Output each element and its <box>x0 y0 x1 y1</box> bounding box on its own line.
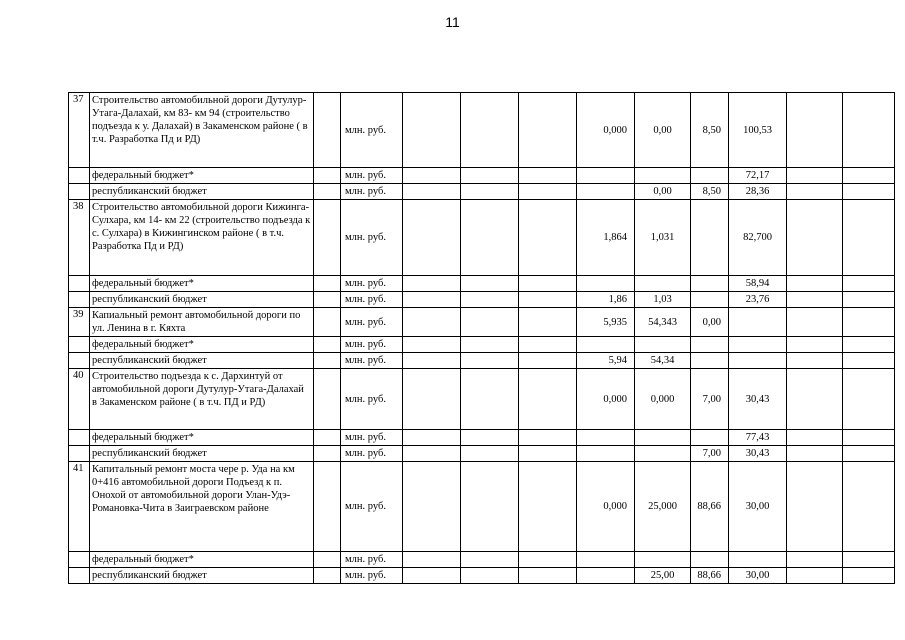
value-cell <box>691 200 729 276</box>
spacer-cell <box>314 353 341 369</box>
row-name: Строительство автомобильной дороги Кижинга-Сулхара, км 14- км 22 (строительство подъезда к с. Сулхара) в Кижингинском районе ( в т.ч. Разработка Пд и РД) <box>90 200 314 276</box>
value-cell: 25,000 <box>635 462 691 552</box>
row-number <box>69 568 90 584</box>
row-name: Строительство подъезда к с. Дархинтуй от автомобильной дороги Дутулур-Утага-Далахай в Закаменском районе ( в т.ч. ПД и РД) <box>90 369 314 430</box>
value-cell <box>691 276 729 292</box>
spacer-cell <box>314 568 341 584</box>
row-name: республиканский бюджет <box>90 292 314 308</box>
value-cell <box>635 430 691 446</box>
value-cell <box>787 200 843 276</box>
spacer-cell <box>314 184 341 200</box>
row-name: федеральный бюджет* <box>90 276 314 292</box>
value-cell <box>787 168 843 184</box>
value-cell <box>787 369 843 430</box>
value-cell <box>461 292 519 308</box>
spacer-cell <box>314 430 341 446</box>
value-cell: 7,00 <box>691 446 729 462</box>
row-number <box>69 430 90 446</box>
value-cell <box>461 200 519 276</box>
unit-cell: млн. руб. <box>341 200 403 276</box>
value-cell <box>519 430 577 446</box>
row-number: 41 <box>69 462 90 552</box>
value-cell: 1,864 <box>577 200 635 276</box>
value-cell <box>843 337 895 353</box>
table-subrow <box>69 430 895 446</box>
value-cell <box>843 93 895 168</box>
value-cell <box>691 430 729 446</box>
value-cell <box>403 462 461 552</box>
row-number <box>69 168 90 184</box>
value-cell: 23,76 <box>729 292 787 308</box>
value-cell <box>461 568 519 584</box>
unit-cell: млн. руб. <box>341 430 403 446</box>
row-name: республиканский бюджет <box>90 184 314 200</box>
row-name: федеральный бюджет* <box>90 337 314 353</box>
value-cell: 88,66 <box>691 462 729 552</box>
row-name: Капитальный ремонт моста чере р. Уда на км 0+416 автомобильной дороги Подъезд к п. Онохой от автомобильной дороги Улан-Удэ-Романовка-Чита в Заиграевском районе <box>90 462 314 552</box>
value-cell <box>403 308 461 337</box>
row-number: 40 <box>69 369 90 430</box>
value-cell <box>577 568 635 584</box>
value-cell <box>519 353 577 369</box>
value-cell: 5,94 <box>577 353 635 369</box>
value-cell <box>577 184 635 200</box>
value-cell <box>787 446 843 462</box>
value-cell <box>519 276 577 292</box>
value-cell <box>519 446 577 462</box>
table-subrow <box>69 552 895 568</box>
value-cell: 77,43 <box>729 430 787 446</box>
value-cell <box>403 184 461 200</box>
value-cell: 30,00 <box>729 462 787 552</box>
row-name: республиканский бюджет <box>90 353 314 369</box>
value-cell <box>787 308 843 337</box>
spacer-cell <box>314 552 341 568</box>
value-cell <box>843 568 895 584</box>
value-cell <box>519 184 577 200</box>
value-cell <box>461 184 519 200</box>
value-cell: 30,00 <box>729 568 787 584</box>
unit-cell: млн. руб. <box>341 552 403 568</box>
value-cell <box>461 446 519 462</box>
value-cell <box>403 200 461 276</box>
value-cell <box>461 308 519 337</box>
value-cell <box>577 337 635 353</box>
value-cell <box>843 430 895 446</box>
table-subrow <box>69 168 895 184</box>
row-name: Капиальный ремонт автомобильной дороги по ул. Ленина в г. Кяхта <box>90 308 314 337</box>
value-cell <box>635 552 691 568</box>
value-cell <box>691 292 729 308</box>
value-cell <box>843 292 895 308</box>
table-row <box>69 308 895 337</box>
value-cell <box>403 292 461 308</box>
row-number: 39 <box>69 308 90 337</box>
row-name: федеральный бюджет* <box>90 552 314 568</box>
value-cell <box>635 276 691 292</box>
value-cell <box>843 369 895 430</box>
value-cell <box>461 369 519 430</box>
value-cell <box>403 168 461 184</box>
spacer-cell <box>314 168 341 184</box>
table-row <box>69 200 895 276</box>
value-cell <box>403 353 461 369</box>
value-cell <box>403 552 461 568</box>
value-cell: 72,17 <box>729 168 787 184</box>
value-cell <box>691 337 729 353</box>
value-cell <box>843 462 895 552</box>
value-cell <box>787 462 843 552</box>
value-cell <box>461 276 519 292</box>
table-row <box>69 93 895 168</box>
value-cell: 1,031 <box>635 200 691 276</box>
value-cell <box>403 337 461 353</box>
value-cell: 0,00 <box>635 184 691 200</box>
value-cell: 8,50 <box>691 184 729 200</box>
unit-cell: млн. руб. <box>341 462 403 552</box>
page-number: 11 <box>445 14 460 30</box>
row-number <box>69 446 90 462</box>
value-cell: 0,00 <box>691 308 729 337</box>
row-number <box>69 184 90 200</box>
value-cell <box>519 168 577 184</box>
row-name: федеральный бюджет* <box>90 430 314 446</box>
value-cell <box>787 184 843 200</box>
value-cell <box>519 568 577 584</box>
value-cell <box>461 462 519 552</box>
value-cell <box>635 446 691 462</box>
value-cell <box>843 184 895 200</box>
table-body <box>69 93 895 584</box>
value-cell: 30,43 <box>729 369 787 430</box>
unit-cell: млн. руб. <box>341 168 403 184</box>
value-cell: 1,86 <box>577 292 635 308</box>
value-cell <box>461 552 519 568</box>
table-row <box>69 369 895 430</box>
value-cell: 5,935 <box>577 308 635 337</box>
table-subrow <box>69 568 895 584</box>
spacer-cell <box>314 446 341 462</box>
table-subrow <box>69 337 895 353</box>
unit-cell: млн. руб. <box>341 308 403 337</box>
value-cell: 0,00 <box>635 93 691 168</box>
unit-cell: млн. руб. <box>341 446 403 462</box>
value-cell <box>635 337 691 353</box>
value-cell <box>843 168 895 184</box>
value-cell <box>577 446 635 462</box>
row-number <box>69 276 90 292</box>
value-cell: 8,50 <box>691 93 729 168</box>
value-cell <box>577 552 635 568</box>
value-cell <box>729 353 787 369</box>
row-number <box>69 337 90 353</box>
row-number: 38 <box>69 200 90 276</box>
table-subrow <box>69 292 895 308</box>
unit-cell: млн. руб. <box>341 276 403 292</box>
row-name: республиканский бюджет <box>90 446 314 462</box>
value-cell: 0,000 <box>577 462 635 552</box>
unit-cell: млн. руб. <box>341 369 403 430</box>
unit-cell: млн. руб. <box>341 184 403 200</box>
value-cell <box>461 353 519 369</box>
table-subrow <box>69 276 895 292</box>
value-cell <box>403 93 461 168</box>
spacer-cell <box>314 93 341 168</box>
value-cell <box>519 369 577 430</box>
value-cell <box>691 552 729 568</box>
value-cell <box>461 168 519 184</box>
value-cell <box>461 337 519 353</box>
value-cell <box>519 462 577 552</box>
value-cell: 100,53 <box>729 93 787 168</box>
value-cell: 0,000 <box>577 369 635 430</box>
value-cell: 54,34 <box>635 353 691 369</box>
value-cell <box>843 276 895 292</box>
value-cell: 54,343 <box>635 308 691 337</box>
value-cell <box>787 430 843 446</box>
spacer-cell <box>314 462 341 552</box>
spacer-cell <box>314 276 341 292</box>
table-subrow <box>69 184 895 200</box>
row-number: 37 <box>69 93 90 168</box>
row-number <box>69 353 90 369</box>
row-name: Строительство автомобильной дороги Дутулур-Утага-Далахай, км 83- км 94 (строительство подъезда к у. Далахай) в Закаменском районе ( в т.ч. Разработка Пд и РД) <box>90 93 314 168</box>
row-number <box>69 292 90 308</box>
value-cell <box>403 369 461 430</box>
value-cell <box>519 93 577 168</box>
value-cell <box>787 292 843 308</box>
value-cell: 1,03 <box>635 292 691 308</box>
value-cell: 7,00 <box>691 369 729 430</box>
value-cell: 0,000 <box>635 369 691 430</box>
value-cell <box>843 200 895 276</box>
table-subrow <box>69 353 895 369</box>
value-cell <box>519 337 577 353</box>
table-row <box>69 462 895 552</box>
spacer-cell <box>314 200 341 276</box>
value-cell <box>691 353 729 369</box>
value-cell: 25,00 <box>635 568 691 584</box>
value-cell <box>403 430 461 446</box>
row-number <box>69 552 90 568</box>
budget-table <box>68 92 895 584</box>
unit-cell: млн. руб. <box>341 292 403 308</box>
value-cell <box>843 353 895 369</box>
value-cell <box>787 552 843 568</box>
value-cell <box>729 552 787 568</box>
value-cell <box>635 168 691 184</box>
value-cell: 28,36 <box>729 184 787 200</box>
value-cell: 88,66 <box>691 568 729 584</box>
row-name: республиканский бюджет <box>90 568 314 584</box>
value-cell: 58,94 <box>729 276 787 292</box>
value-cell <box>729 337 787 353</box>
value-cell <box>787 337 843 353</box>
value-cell <box>787 276 843 292</box>
spacer-cell <box>314 369 341 430</box>
unit-cell: млн. руб. <box>341 353 403 369</box>
value-cell <box>577 168 635 184</box>
value-cell <box>577 430 635 446</box>
table-subrow <box>69 446 895 462</box>
unit-cell: млн. руб. <box>341 93 403 168</box>
value-cell <box>403 276 461 292</box>
value-cell: 82,700 <box>729 200 787 276</box>
unit-cell: млн. руб. <box>341 568 403 584</box>
value-cell <box>843 446 895 462</box>
value-cell <box>577 276 635 292</box>
value-cell <box>691 168 729 184</box>
value-cell <box>843 552 895 568</box>
spacer-cell <box>314 292 341 308</box>
spacer-cell <box>314 337 341 353</box>
value-cell <box>403 446 461 462</box>
value-cell <box>787 568 843 584</box>
value-cell <box>729 308 787 337</box>
row-name: федеральный бюджет* <box>90 168 314 184</box>
value-cell <box>403 568 461 584</box>
value-cell <box>519 292 577 308</box>
value-cell <box>787 93 843 168</box>
value-cell: 0,000 <box>577 93 635 168</box>
value-cell <box>461 93 519 168</box>
spacer-cell <box>314 308 341 337</box>
value-cell <box>519 552 577 568</box>
value-cell: 30,43 <box>729 446 787 462</box>
unit-cell: млн. руб. <box>341 337 403 353</box>
value-cell <box>843 308 895 337</box>
value-cell <box>519 200 577 276</box>
value-cell <box>461 430 519 446</box>
value-cell <box>787 353 843 369</box>
value-cell <box>519 308 577 337</box>
